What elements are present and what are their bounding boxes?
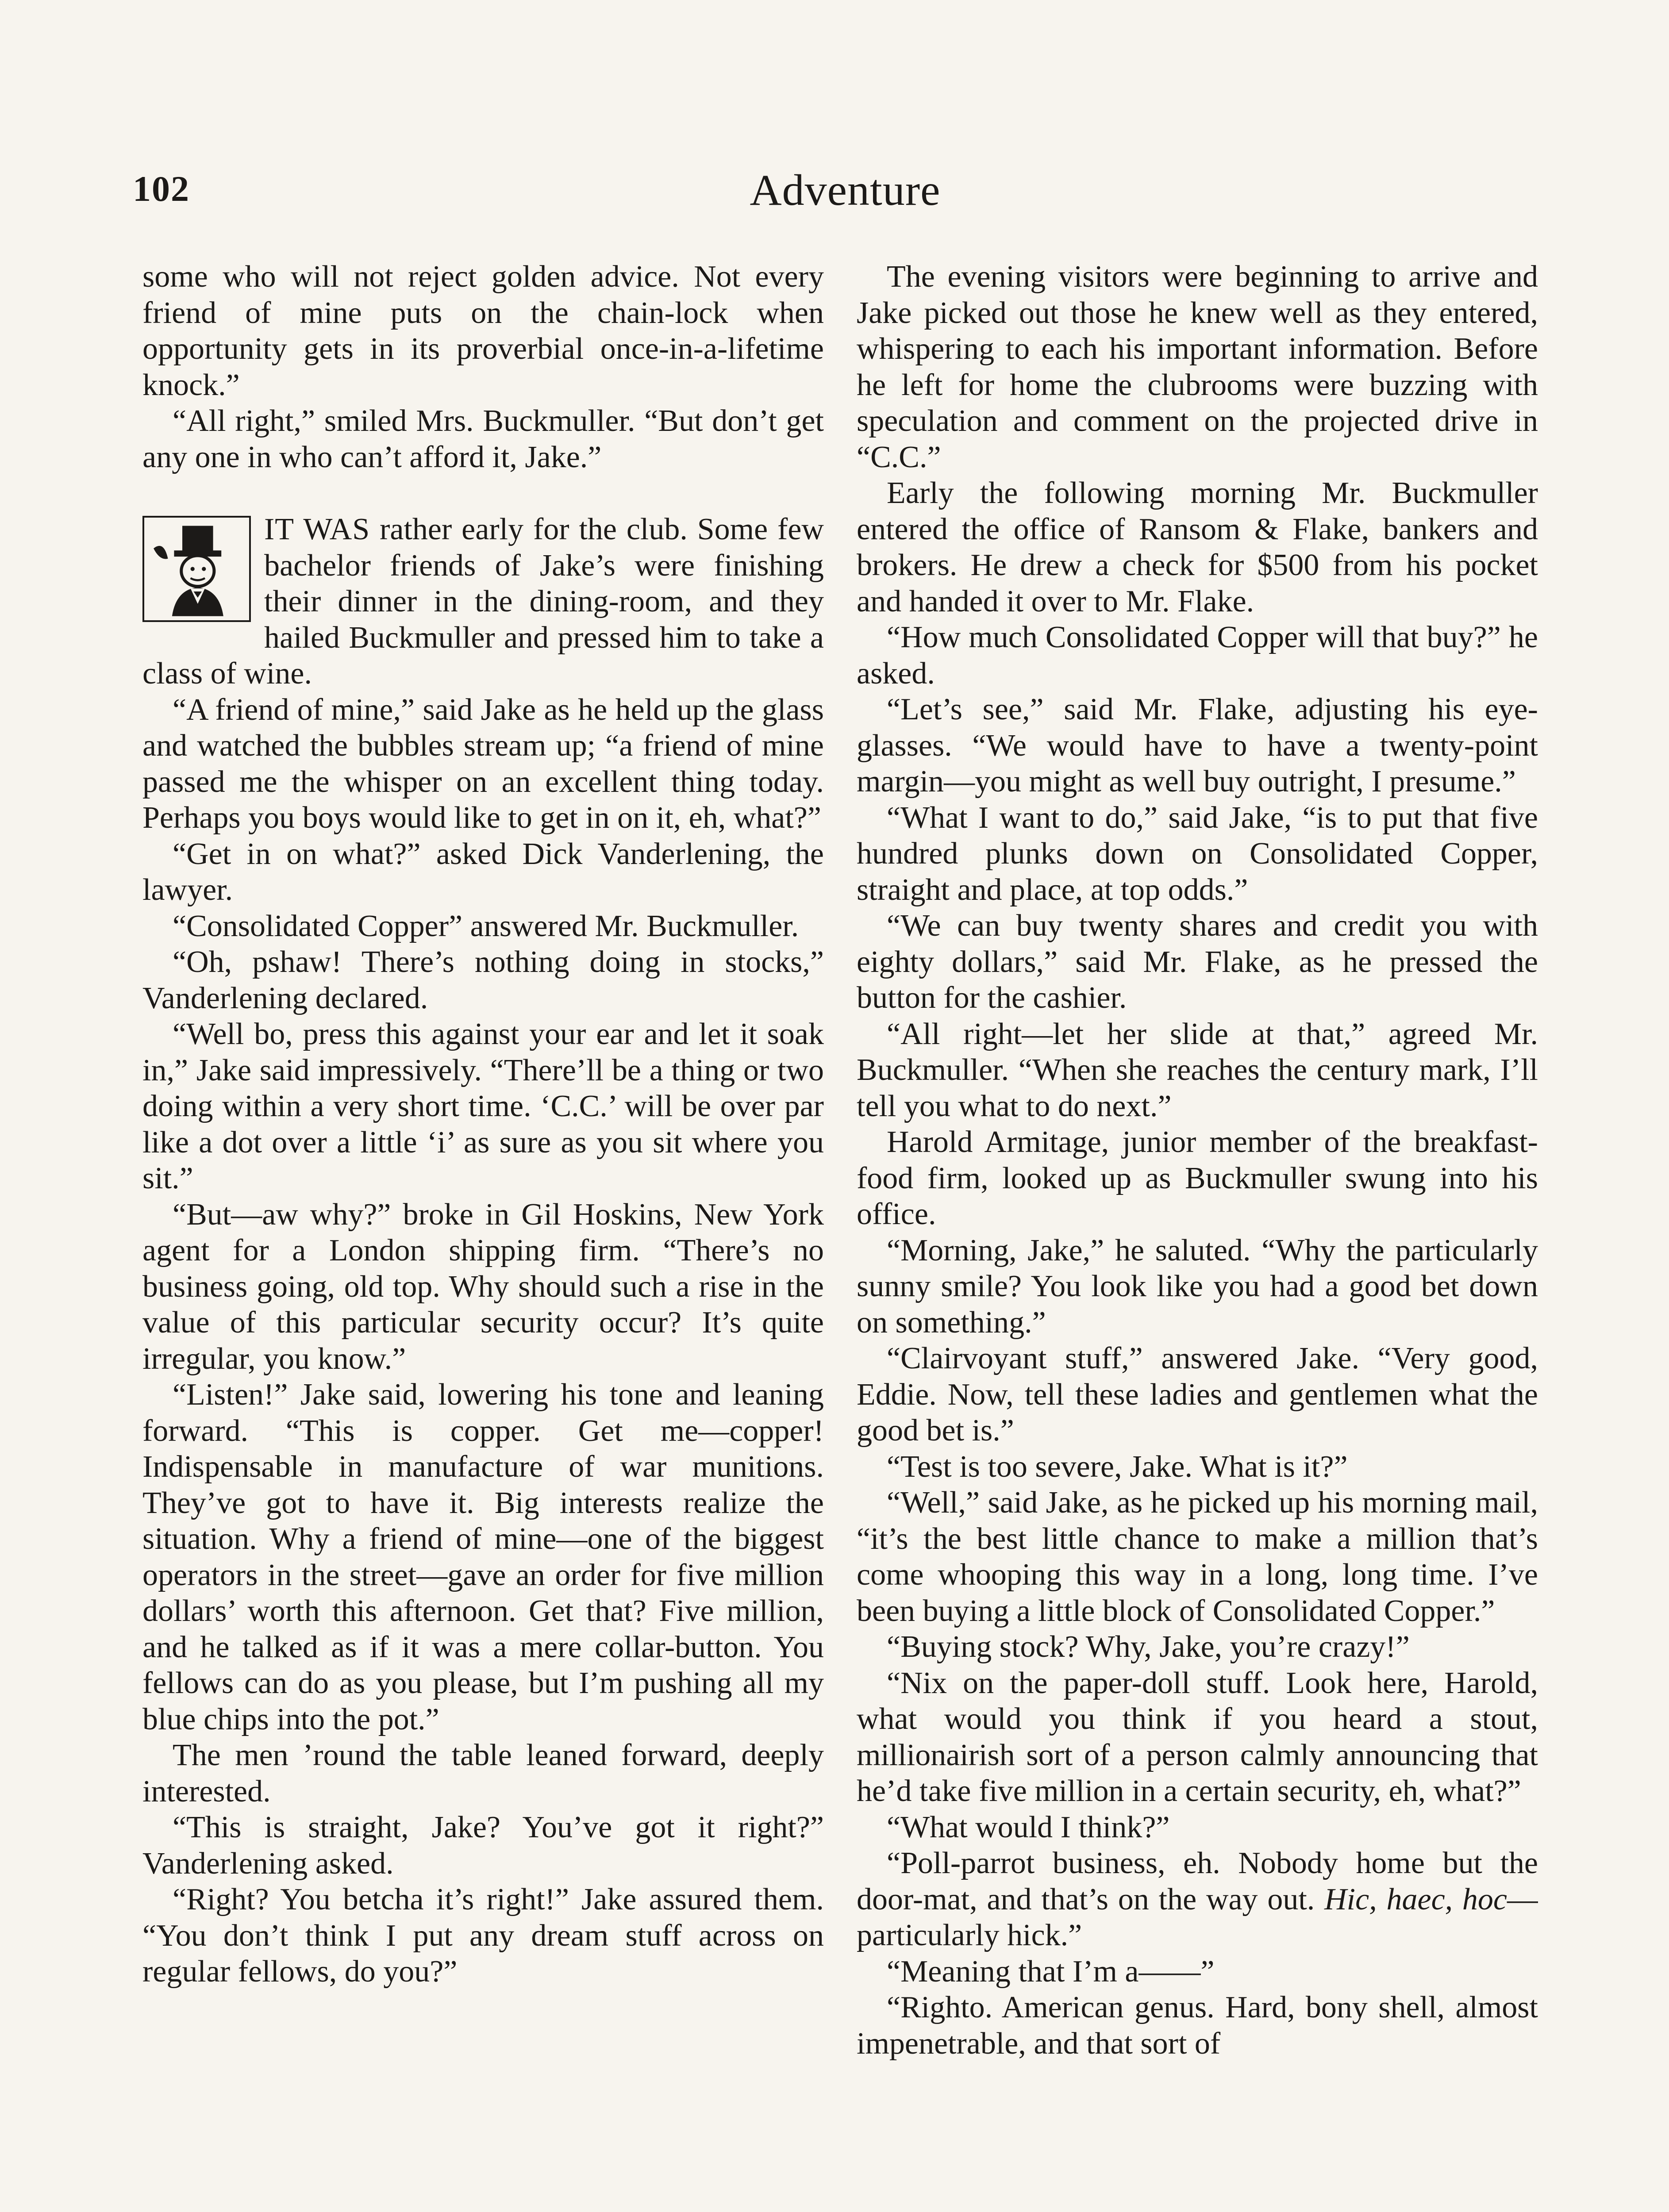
paragraph: “This is straight, Jake? You’ve got it right?” Vanderlening asked. bbox=[142, 1810, 824, 1881]
paragraph: “Consolidated Copper” answered Mr. Buckmuller. bbox=[173, 909, 799, 943]
paragraph-text: “Poll-parrot business, eh. Nobody home but the door-mat, and that’s on the way out. bbox=[857, 1846, 1538, 1916]
paragraph: “Meaning that I’m a——” bbox=[887, 1954, 1215, 1989]
paragraph: “Clairvoyant stuff,” answered Jake. “Very good, Eddie. Now, tell these ladies and gentlemen what the good bet is.” bbox=[857, 1341, 1538, 1448]
right-column bbox=[857, 259, 1538, 2212]
paragraph: Early the following morning Mr. Buckmuller entered the office of Ransom & Flake, bankers and brokers. He drew a check for $500 from his pocket and handed it over to Mr. Flake. bbox=[857, 476, 1538, 618]
paragraph: “But—aw why?” broke in Gil Hoskins, New York agent for a London shipping firm. “There’s no business going, old top. Why should such a rise in the value of this particular security occur? It’s quite irregular, you know.” bbox=[142, 1197, 824, 1376]
paragraph-text: —particularly hick.” bbox=[857, 1882, 1538, 1952]
top-hat-gentleman-icon bbox=[142, 516, 251, 622]
paragraph: “Get in on what?” asked Dick Vanderlening, the lawyer. bbox=[142, 837, 824, 907]
paragraph: “All right—let her slide at that,” agreed Mr. Buckmuller. “When she reaches the century mark, I’ll tell you what to do next.” bbox=[857, 1017, 1538, 1123]
latin-phrase: Hic, haec, hoc bbox=[1324, 1882, 1507, 1916]
paragraph: Harold Armitage, junior member of the breakfast-food firm, looked up as Buckmuller swung into his office. bbox=[857, 1125, 1538, 1231]
magazine-title: Adventure bbox=[750, 165, 941, 215]
paragraph: “Buying stock? Why, Jake, you’re crazy!” bbox=[887, 1630, 1410, 1664]
section-opening-paragraph bbox=[142, 511, 824, 692]
paragraph: “How much Consolidated Copper will that buy?” he asked. bbox=[857, 620, 1538, 691]
paragraph: “Well,” said Jake, as he picked up his morning mail, “it’s the best little chance to make a million that’s come whooping this way in a long, long time. I’ve been buying a little block of Consolidated Copper.” bbox=[857, 1486, 1538, 1628]
paragraph: “Listen!” Jake said, lowering his tone and leaning forward. “This is copper. Get me—copper! Indispensable in manufacture of war munitions. They’ve got to have it. Big interests realize the situation. Why a friend of mine—one of the biggest operators in the street—gave an order for five million dollars’ worth this afternoon. Get that? Five million, and he talked as if it was a mere collar-button. You fellows can do as you please, but I’m pushing all my blue chips into the pot.” bbox=[142, 1378, 824, 1736]
paragraph bbox=[857, 1845, 1538, 1954]
paragraph: “What I want to do,” said Jake, “is to put that five hundred plunks down on Consolidated Copper, straight and place, at top odds.” bbox=[857, 800, 1538, 907]
paragraph: “We can buy twenty shares and credit you with eighty dollars,” said Mr. Flake, as he pressed the button for the cashier. bbox=[857, 909, 1538, 1015]
paragraph: “Nix on the paper-doll stuff. Look here, Harold, what would you think if you heard a stout, millionairish sort of a person calmly announcing that he’d take five million in a certain security, eh, what?” bbox=[857, 1666, 1538, 1808]
paragraph: The evening visitors were beginning to arrive and Jake picked out those he knew well as they entered, whispering to each his important information. Before he left for home the clubrooms were buzzing with speculation and comment on the projected drive in “C.C.” bbox=[857, 260, 1538, 474]
left-column bbox=[142, 259, 824, 2212]
paragraph-text: rather early for the club. Some few bachelor friends of Jake’s were finishing their dinner in the dining-room, and they hailed Buckmuller and pressed him to take a class of wine. bbox=[142, 512, 824, 691]
paragraph: “Test is too severe, Jake. What is it?” bbox=[887, 1449, 1348, 1484]
paragraph: “Let’s see,” said Mr. Flake, adjusting his eye-glasses. “We would have to have a twenty-point margin—you might as well buy outright, I presume.” bbox=[857, 692, 1538, 799]
paragraph: “What would I think?” bbox=[887, 1810, 1170, 1844]
paragraph: some who will not reject golden advice. Not every friend of mine puts on the chain-lock when opportunity gets in its proverbial once-in-a-lifetime knock.” bbox=[142, 260, 824, 402]
paragraph: “Righto. American genus. Hard, bony shell, almost impenetrable, and that sort of bbox=[857, 1990, 1538, 2061]
paragraph: “Right? You betcha it’s right!” Jake assured them. “You don’t think I put any dream stuff across on regular fellows, do you?” bbox=[142, 1882, 824, 1989]
paragraph: “All right,” smiled Mrs. Buckmuller. “But don’t get any one in who can’t afford it, Jake.” bbox=[142, 404, 824, 474]
paragraph: “Oh, pshaw! There’s nothing doing in stocks,” Vanderlening declared. bbox=[142, 945, 824, 1015]
paragraph: “Well bo, press this against your ear and let it soak in,” Jake said impressively. “There’ll be a thing or two doing within a very short time. ‘C.C.’ will be over par like a dot over a little ‘i’ as sure as you sit where you sit.” bbox=[142, 1017, 824, 1195]
lead-in-caps: IT WAS bbox=[264, 512, 370, 546]
paragraph: The men ’round the table leaned forward, deeply interested. bbox=[142, 1738, 824, 1809]
paragraph: “Morning, Jake,” he saluted. “Why the particularly sunny smile? You look like you had a good bet down on something.” bbox=[857, 1233, 1538, 1340]
paragraph: “A friend of mine,” said Jake as he held up the glass and watched the bubbles stream up; “a friend of mine passed me the whisper on an excellent thing today. Perhaps you boys would like to get in on it, eh, what?” bbox=[142, 692, 824, 835]
page-header bbox=[133, 165, 1557, 239]
page-number: 102 bbox=[133, 169, 190, 209]
